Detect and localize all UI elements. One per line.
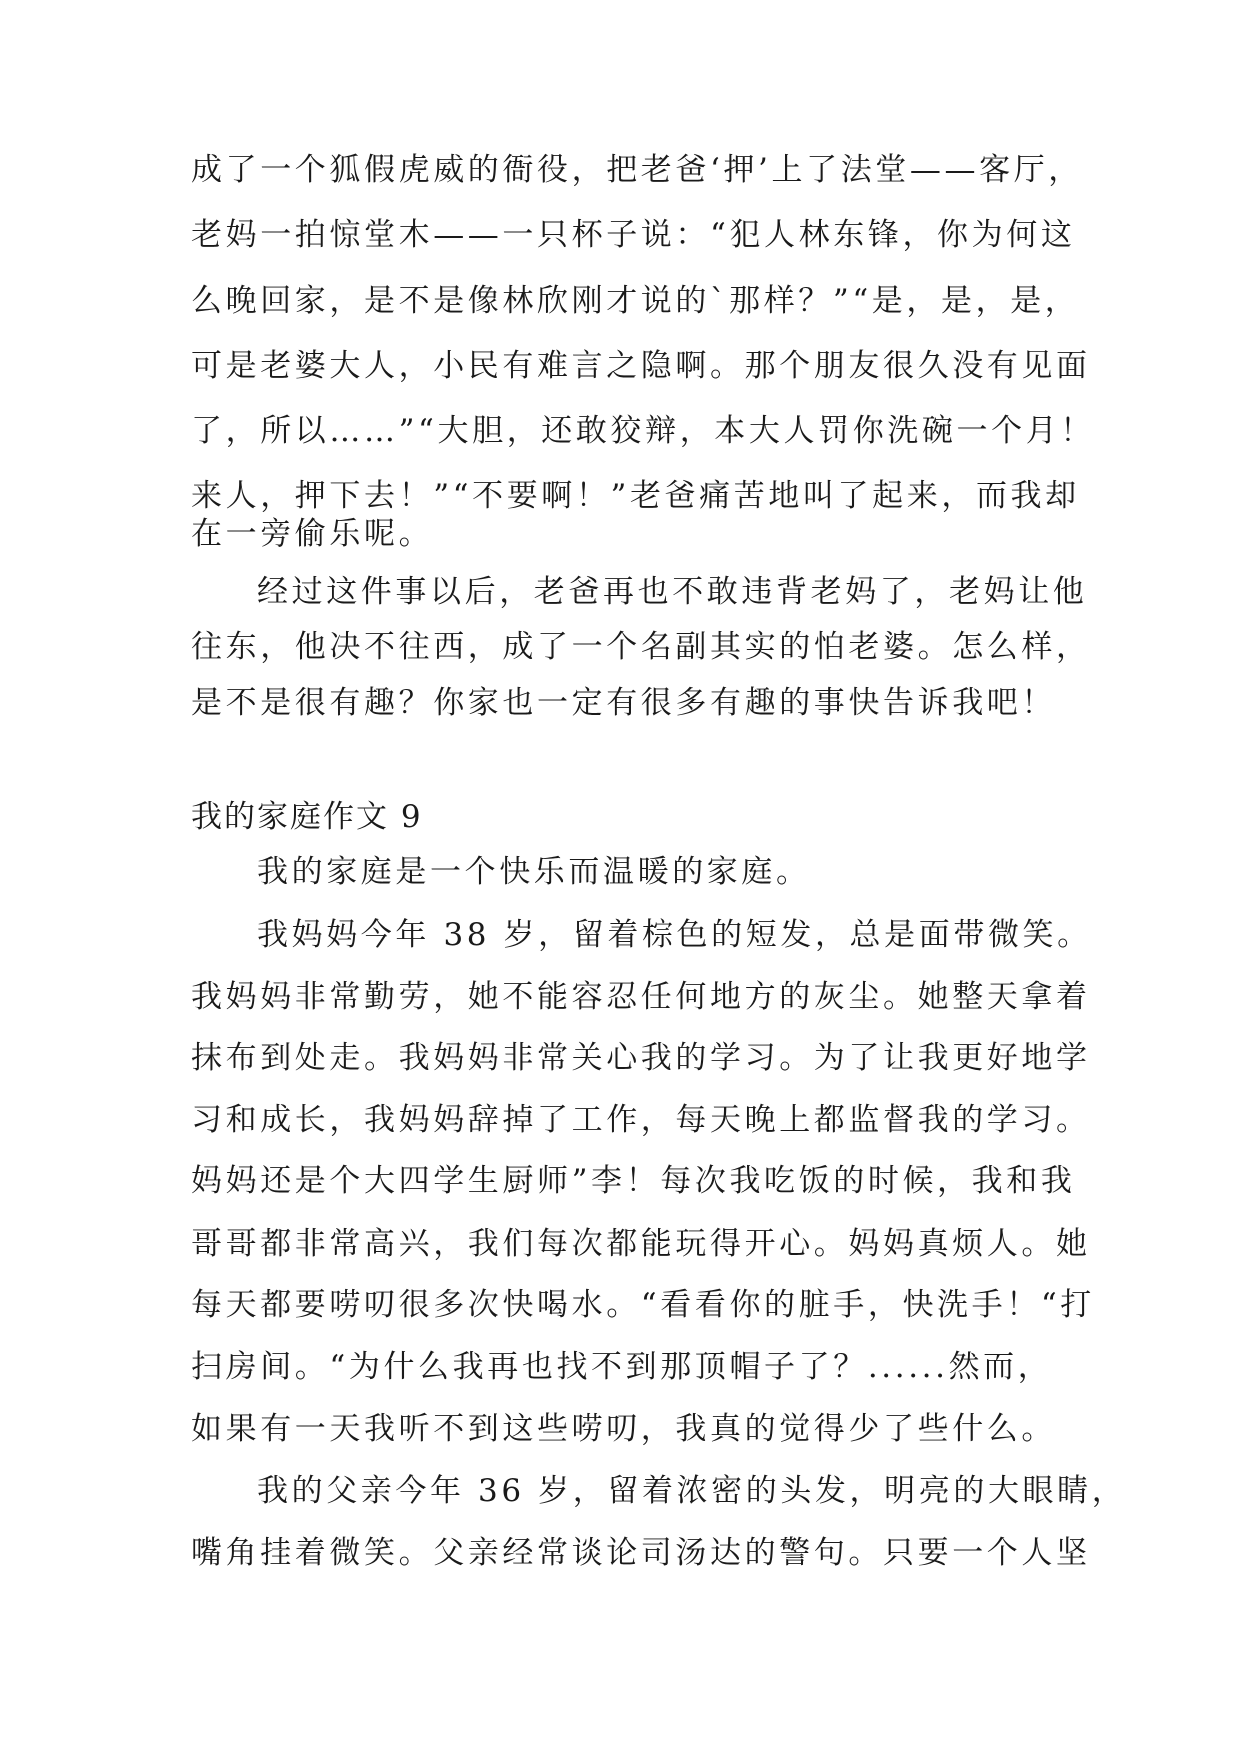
paragraph-first-line: 经过这件事以后，老爸再也不敢违背老妈了，老妈让他 [257, 574, 1088, 610]
text-line: 习和成长，我妈妈辞掉了工作，每天晚上都监督我的学习。 [191, 1102, 1091, 1138]
text-line: 我妈妈非常勤劳，她不能容忍任何地方的灰尘。她整天拿着 [191, 979, 1091, 1015]
text-line: 往东，他决不往西，成了一个名副其实的怕老婆。怎么样， [191, 629, 1091, 665]
text-line: 哥哥都非常高兴，我们每次都能玩得开心。妈妈真烦人。她 [191, 1226, 1091, 1262]
text-line: 抹布到处走。我妈妈非常关心我的学习。为了让我更好地学 [191, 1040, 1091, 1076]
text-line: 妈妈还是个大四学生厨师”李！每次我吃饭的时候，我和我 [191, 1163, 1076, 1199]
text-line: 可是老婆大人，小民有难言之隐啊。那个朋友很久没有见面 [191, 348, 1091, 384]
text-line: 扫房间。“为什么我再也找不到那顶帽子了？......然而， [191, 1349, 1053, 1385]
text-line: 了，所以……”“大胆，还敢狡辩，本大人罚你洗碗一个月！ [191, 413, 1095, 449]
text-line: 来人，押下去！”“不要啊！”老爸痛苦地叫了起来，而我却 [191, 478, 1080, 514]
paragraph-first-line: 我的父亲今年 36 岁，留着浓密的头发，明亮的大眼睛， [257, 1473, 1127, 1509]
text-line: 老妈一拍惊堂木——一只杯子说：“犯人林东锋，你为何这 [191, 217, 1076, 253]
paragraph-first-line: 我妈妈今年 38 岁，留着棕色的短发，总是面带微笑。 [257, 917, 1092, 953]
text-line: 成了一个狐假虎威的衙役，把老爸‘押’上了法堂——客厅， [191, 152, 1083, 188]
text-line: 每天都要唠叨很多次快喝水。“看看你的脏手，快洗手！“打 [191, 1287, 1095, 1323]
text-line: 在一旁偷乐呢。 [191, 516, 434, 552]
text-line: 么晚回家，是不是像林欣刚才说的`那样？”“是，是，是， [191, 283, 1080, 319]
text-line: 是不是很有趣？你家也一定有很多有趣的事快告诉我吧！ [191, 685, 1056, 721]
text-line: 如果有一天我听不到这些唠叨，我真的觉得少了些什么。 [191, 1411, 1056, 1447]
paragraph-first-line: 我的家庭是一个快乐而温暖的家庭。 [257, 854, 811, 890]
text-line: 嘴角挂着微笑。父亲经常谈论司汤达的警句。只要一个人坚 [191, 1535, 1091, 1571]
section-heading: 我的家庭作文 9 [191, 799, 423, 835]
